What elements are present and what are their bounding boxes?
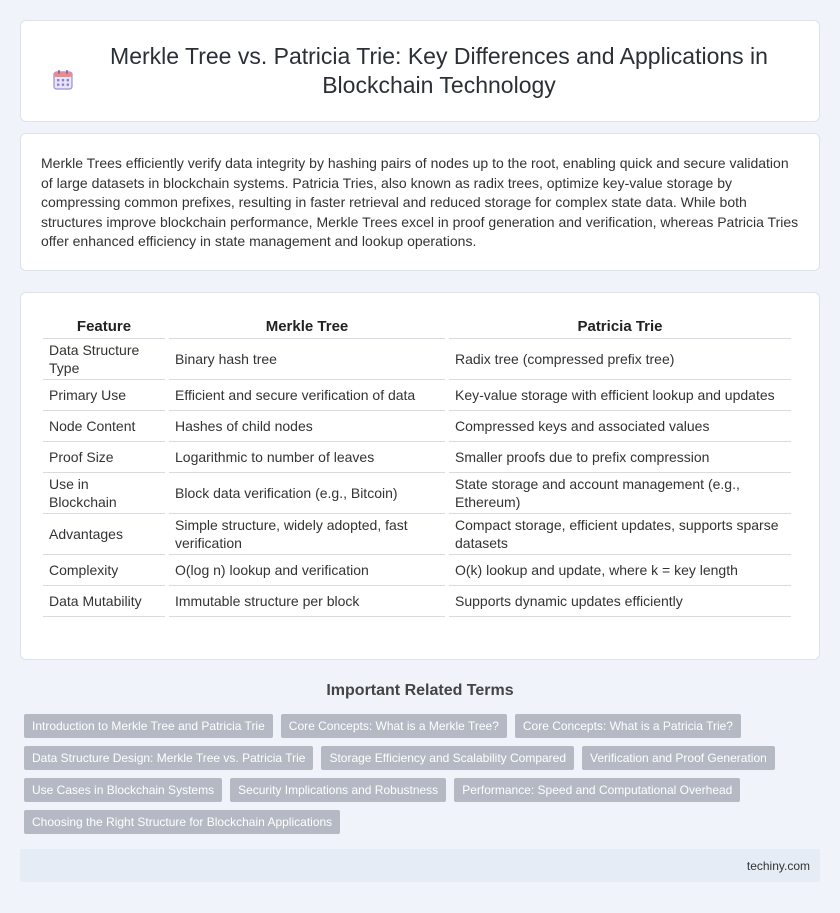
calendar-icon	[51, 68, 75, 92]
table-row	[43, 339, 791, 380]
table-cell: O(k) lookup and update, where k = key length	[449, 555, 791, 586]
table-cell: Supports dynamic updates efficiently	[449, 586, 791, 617]
header-card	[20, 20, 820, 122]
related-term-tag[interactable]: Introduction to Merkle Tree and Patricia Trie	[24, 714, 273, 738]
footer	[20, 849, 820, 882]
table-cell: Data Mutability	[43, 586, 165, 617]
table-header-row	[43, 313, 791, 339]
column-header: Patricia Trie	[449, 313, 791, 339]
table-cell: Efficient and secure verification of data	[169, 380, 445, 411]
table-row	[43, 442, 791, 473]
table-cell: Advantages	[43, 514, 165, 555]
table-row	[43, 380, 791, 411]
column-header: Merkle Tree	[169, 313, 445, 339]
comparison-table-card	[20, 292, 820, 660]
related-term-tag[interactable]: Verification and Proof Generation	[582, 746, 775, 770]
related-terms-title: Important Related Terms	[326, 682, 514, 699]
related-term-tag[interactable]: Use Cases in Blockchain Systems	[24, 778, 222, 802]
comparison-table	[39, 313, 795, 617]
table-cell: Complexity	[43, 555, 165, 586]
table-cell: Primary Use	[43, 380, 165, 411]
table-cell: Key-value storage with efficient lookup and updates	[449, 380, 791, 411]
related-term-tag[interactable]: Performance: Speed and Computational Overhead	[454, 778, 740, 802]
related-term-tag[interactable]: Choosing the Right Structure for Blockchain Applications	[24, 810, 340, 834]
table-cell: O(log n) lookup and verification	[169, 555, 445, 586]
related-term-tag[interactable]: Core Concepts: What is a Patricia Trie?	[515, 714, 741, 738]
table-cell: Radix tree (compressed prefix tree)	[449, 339, 791, 380]
table-cell: Block data verification (e.g., Bitcoin)	[169, 473, 445, 514]
table-row	[43, 586, 791, 617]
table-cell: Use in Blockchain	[43, 473, 165, 514]
table-cell: Binary hash tree	[169, 339, 445, 380]
table-cell: Simple structure, widely adopted, fast verification	[169, 514, 445, 555]
table-row	[43, 411, 791, 442]
table-cell: Compact storage, efficient updates, supports sparse datasets	[449, 514, 791, 555]
table-cell: Immutable structure per block	[169, 586, 445, 617]
related-term-tag[interactable]: Storage Efficiency and Scalability Compared	[321, 746, 574, 770]
table-cell: Compressed keys and associated values	[449, 411, 791, 442]
table-cell: Logarithmic to number of leaves	[169, 442, 445, 473]
table-row	[43, 473, 791, 514]
related-term-tag[interactable]: Core Concepts: What is a Merkle Tree?	[281, 714, 507, 738]
table-cell: Hashes of child nodes	[169, 411, 445, 442]
table-cell: Proof Size	[43, 442, 165, 473]
table-cell: Node Content	[43, 411, 165, 442]
table-row	[43, 514, 791, 555]
summary-text: Merkle Trees efficiently verify data integrity by hashing pairs of nodes up to the root, enabling quick and secure validation of large datasets in blockchain systems. Patricia Tries, also known as radix trees, optimize key-value storage by compressing common prefixes, resulting in faster retrieval and reduced storage for complex state data. While both structures improve blockchain performance, Merkle Trees excel in proof generation and verification, whereas Patricia Tries offer enhanced efficiency in state management and lookup operations.	[41, 155, 799, 249]
related-term-tag[interactable]: Security Implications and Robustness	[230, 778, 446, 802]
table-cell: Smaller proofs due to prefix compression	[449, 442, 791, 473]
page-title: Merkle Tree vs. Patricia Trie: Key Differences and Applications in Blockchain Technology	[110, 43, 768, 98]
table-row	[43, 555, 791, 586]
related-terms-list	[24, 714, 820, 834]
column-header: Feature	[43, 313, 165, 339]
related-term-tag[interactable]: Data Structure Design: Merkle Tree vs. Patricia Trie	[24, 746, 313, 770]
table-cell: Data Structure Type	[43, 339, 165, 380]
table-cell: State storage and account management (e.g., Ethereum)	[449, 473, 791, 514]
summary-card	[20, 133, 820, 271]
footer-site-name: techiny.com	[746, 858, 810, 873]
